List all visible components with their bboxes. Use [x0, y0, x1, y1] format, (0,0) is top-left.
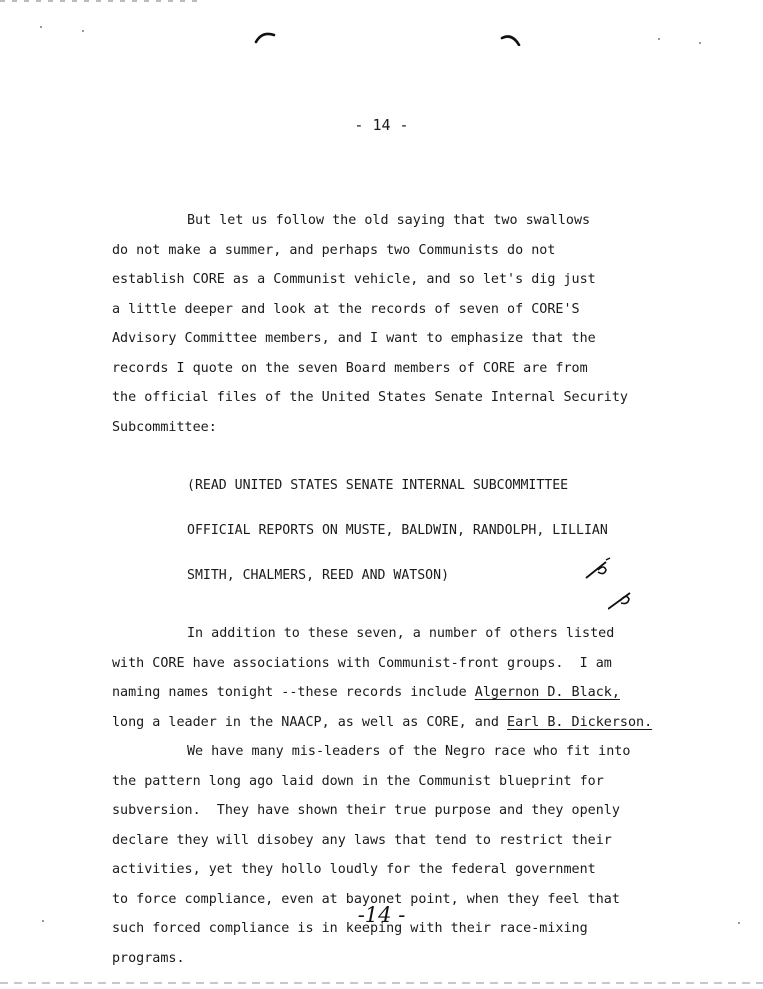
text-line: declare they will disobey any laws that tend to restrict their — [112, 832, 612, 848]
text-line: subversion. They have shown their true purpose and they openly — [112, 803, 620, 818]
underlined-name-dickerson: Earl B. Dickerson. — [507, 714, 653, 730]
text-line: In addition to these seven, a number of others listed — [187, 626, 615, 641]
text-line-prefix: long a leader in the NAACP, as well as CORE, and — [112, 714, 508, 730]
text-line: Subcommittee: — [112, 419, 217, 435]
text-line: records I quote on the seven Board members of CORE are from — [112, 360, 588, 376]
text-line: with CORE have associations with Communist-front groups. I am — [112, 655, 612, 671]
handwritten-check-icon — [608, 585, 636, 613]
scan-edge-top — [0, 0, 200, 2]
page-number: - 14 - — [354, 116, 409, 134]
text-line — [112, 708, 672, 738]
text-line: to force compliance, even at bayonet point, when they feel that — [112, 891, 620, 907]
quote-line: OFFICIAL REPORTS ON MUSTE, BALDWIN, RANDOLPH, LILLIAN — [187, 523, 608, 538]
handwritten-page-number: -14 - — [357, 903, 406, 927]
text-line-prefix: naming names tonight --these records include — [112, 685, 475, 700]
text-line: the official files of the United States Senate Internal Security — [112, 390, 628, 405]
punch-hole-left-mark — [254, 30, 276, 44]
text-line: such forced compliance is in keeping with their race-mixing — [112, 921, 588, 936]
text-line: Advisory Committee members, and I want to emphasize that the — [112, 331, 596, 346]
text-line: We have many mis-leaders of the Negro race who fit into — [187, 744, 631, 759]
text-line: programs. — [112, 950, 185, 966]
text-line: do not make a summer, and perhaps two Communists do not — [112, 242, 556, 258]
text-line — [112, 678, 672, 708]
scan-speck — [82, 30, 84, 32]
text-line: activities, yet they hollo loudly for the federal government — [112, 862, 596, 877]
punch-hole-right-mark — [500, 32, 522, 46]
scan-speck — [699, 42, 701, 44]
scan-speck — [40, 26, 42, 28]
handwritten-check-icon — [584, 556, 612, 584]
block-quote — [187, 448, 672, 613]
text-line: a little deeper and look at the records of seven of CORE'S — [112, 301, 580, 317]
quote-line: SMITH, CHALMERS, REED AND WATSON) — [187, 568, 450, 583]
quote-line: (READ UNITED STATES SENATE INTERNAL SUBCOMMITTEE — [187, 478, 569, 493]
scan-speck — [658, 38, 660, 40]
text-line: the pattern long ago laid down in the Communist blueprint for — [112, 773, 604, 789]
underlined-name-black: Algernon D. Black, — [474, 685, 620, 700]
text-line: But let us follow the old saying that two swallows — [187, 213, 591, 228]
text-line: establish CORE as a Communist vehicle, and so let's dig just — [112, 272, 596, 287]
body-text — [112, 206, 672, 973]
scan-edge-bottom — [0, 982, 763, 984]
